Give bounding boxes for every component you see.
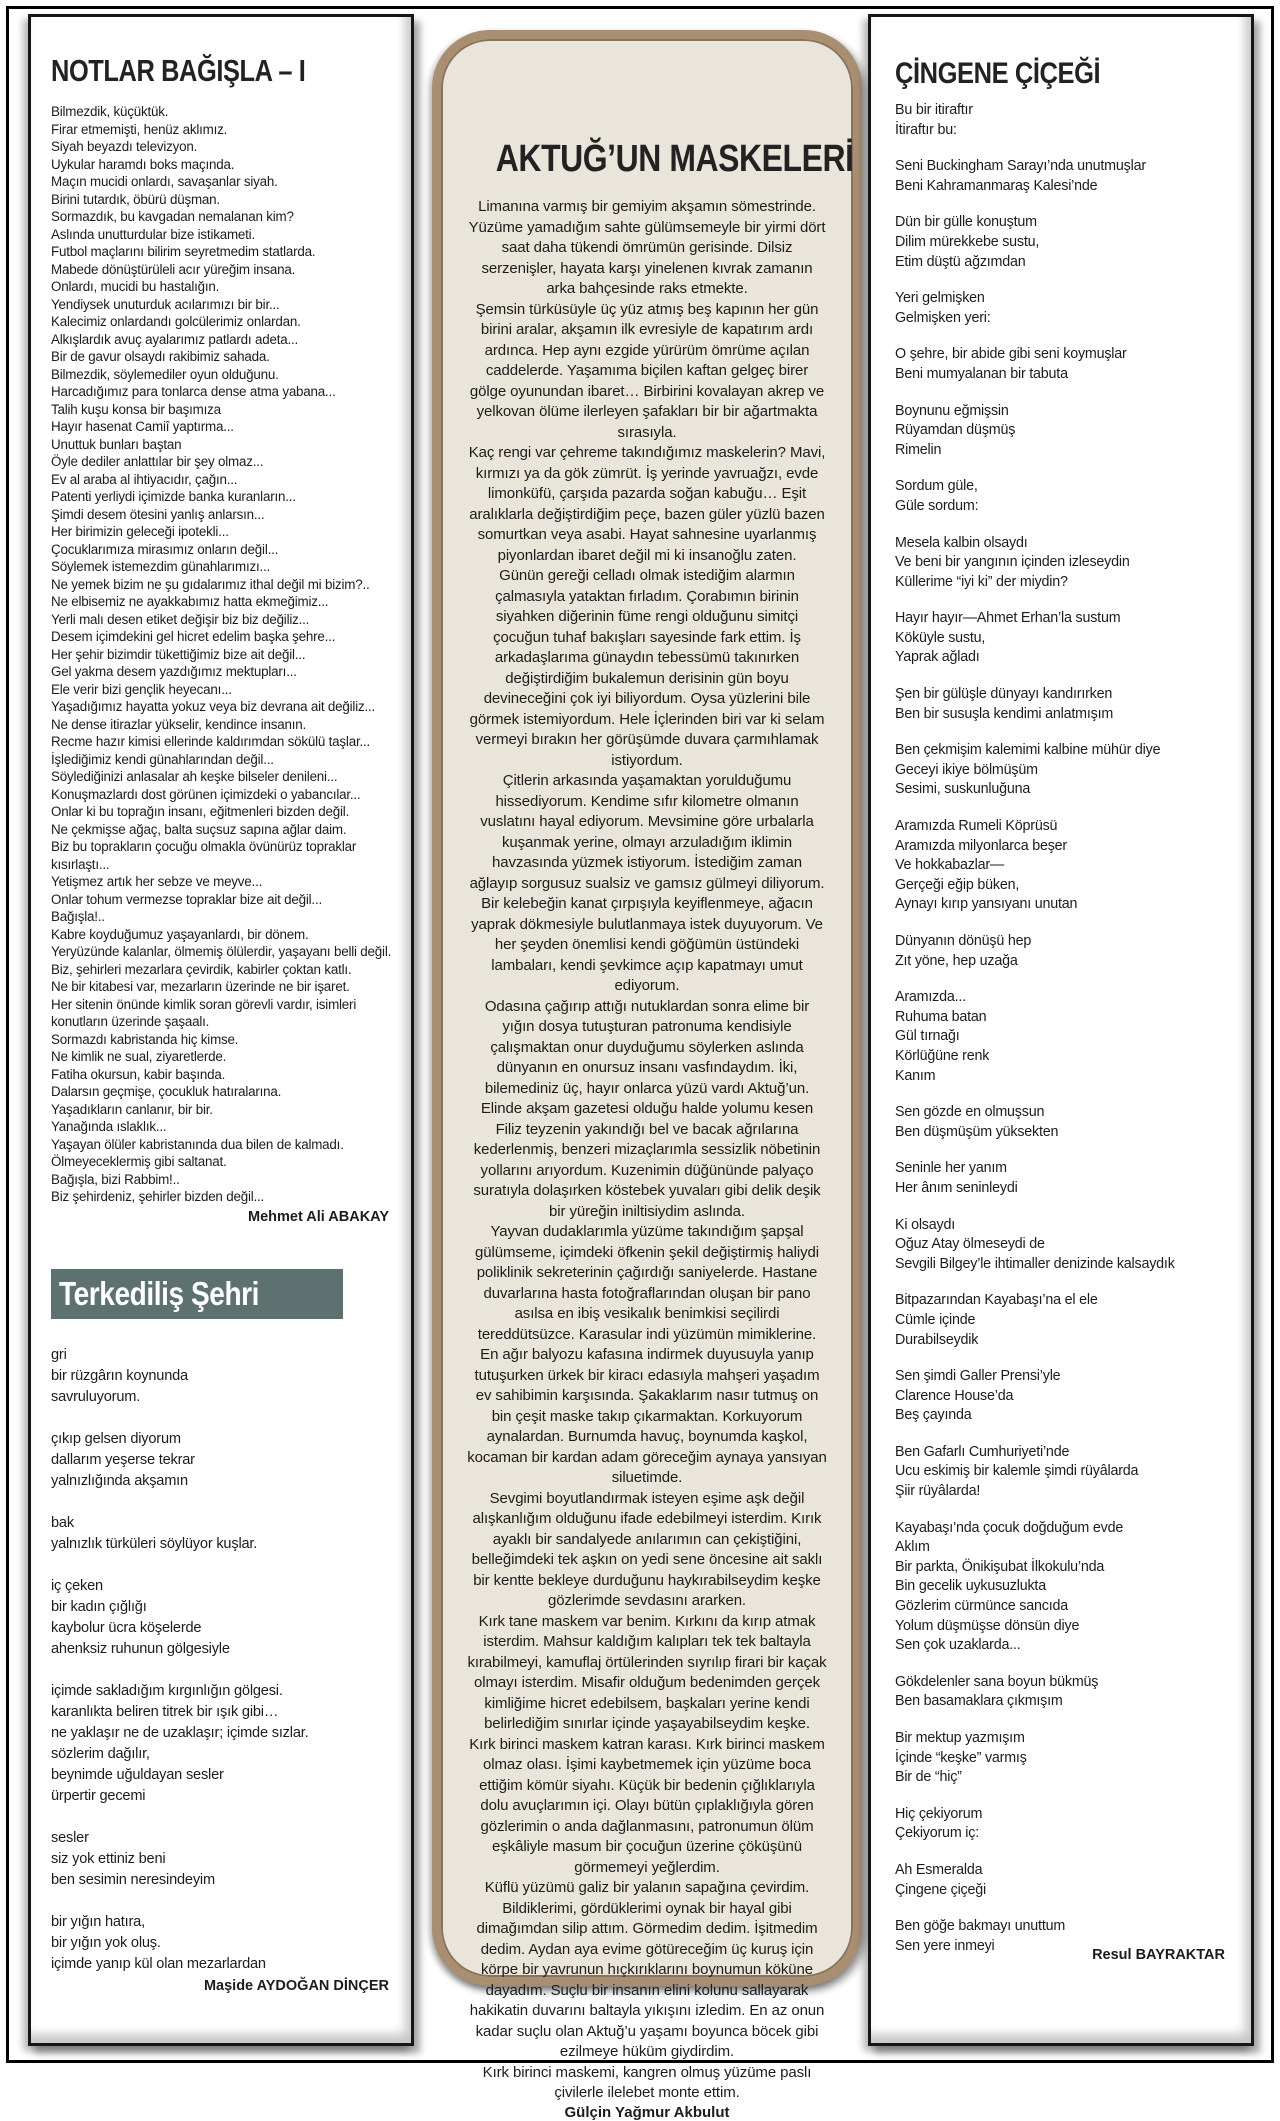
poem-line: Hayır hasenat Camiî yaptırma... <box>51 419 234 434</box>
poem-line: Yolum düşmüşse dönsün diye <box>895 1617 1080 1634</box>
poem-line: Her sitenin önünde kimlik soran görevli vardır, isimleri konutların üzerinde şaşaalı. <box>51 996 357 1029</box>
story-title: AKTUĞ’UN MASKELERİ <box>495 138 854 180</box>
poem-line: ürpertir gecemi <box>51 1787 146 1804</box>
middle-story-panel <box>432 30 862 2121</box>
poem-line: Firar etmemişti, henüz aklımız. <box>51 121 228 137</box>
poem-line: Ben Gafarlı Cumhuriyeti’nde <box>895 1443 1070 1460</box>
poem-line: Ev al araba al ihtiyacıdır, çağın... <box>51 471 238 487</box>
poem-line: Ben basamaklara çıkmışım <box>895 1693 1063 1710</box>
poem-line: Sevgili Bilgey’le ihtimaller denizinde kalsaydık <box>895 1255 1175 1272</box>
poem-line: Mesela kalbin olsaydı <box>895 534 1028 551</box>
poem-line: Her birimizin geleceği ipotekli... <box>51 524 229 539</box>
poem-line: Aramızda... <box>895 989 966 1006</box>
right-poem-author: Resul BAYRAKTAR <box>1092 1947 1225 1963</box>
poem-line: dallarım yeşerse tekrar <box>51 1451 195 1468</box>
poem-line: Kanım <box>895 1067 936 1084</box>
poem-line: Küllerime “iyi ki” der miydin? <box>895 573 1068 590</box>
poem-line: Dilim mürekkebe sustu, <box>895 233 1040 250</box>
poem-line: gri <box>51 1346 67 1363</box>
poem-line: Yeryüzünde kalanlar, ölmemiş ölülerdir, yaşayanı belli değil. <box>51 944 392 959</box>
right-poem-body <box>895 101 1233 1956</box>
stanza-gap <box>895 1142 1233 1159</box>
poem-line: Kayabaşı’nda çocuk doğduğum evde <box>895 1519 1124 1536</box>
stanza-gap <box>895 724 1233 741</box>
paragraph: Kırk tane maskem var benim. Kırkını da kırıp atmak isterdim. Mahsur kaldığım kalıpları tek tek baltayla kırabilmeyi, kamuflaj örtülerinden sıyrılıp firari bir kaçak olmayı isterdim. Misafir olduğum bedenimden gerçek kimliğime hicret edebilsem, başkaları yerine kendi belirlediğim sınırlar içinde yaşayabilseydim keşke. <box>467 1612 827 1732</box>
poem-line: Köküyle sustu, <box>895 629 986 646</box>
right-poem-title: ÇİNGENE ÇİÇEĞİ <box>895 57 1101 90</box>
stanza-gap <box>51 1408 395 1429</box>
poem-line: Gerçeği eğip büken, <box>895 876 1020 893</box>
poem-line: Güle sordum: <box>895 497 979 514</box>
poem-line: Yeri gelmişken <box>895 290 985 307</box>
poem-line: Sen şimdi Galler Prensi’yle <box>895 1368 1061 1385</box>
paragraph: Küflü yüzümü galiz bir yalanın sapağına çevirdim. Bildiklerimi, gördüklerimi oynak bir hayal gibi dimağımdan silip attım. Görmedim dedim. İşitmedim dedim. Aydan aya evime götüreceğim üç kuruş için körpe bir yavrunun hıçkırıklarını boynumun köküne dayadım. Suçlu bir insanın elini kolunu sallayarak hakikatin duvarını baltayla yıkışını izledim. En az onun kadar suçlu olan Aktuğ’u yaşamı boyunca böcek gibi ezilmeye hüküm giydirdim. <box>469 1879 825 2060</box>
poem-line: Gül tırnağı <box>895 1028 960 1045</box>
poem-line: Gözlerim cürmünce sancıda <box>895 1598 1068 1615</box>
poem-line: Beni Kahramanmaraş Kalesi’nde <box>895 177 1098 194</box>
poem-line: ne yaklaşır ne de uzaklaşır; içimde sızlar. <box>51 1724 309 1741</box>
stanza-gap <box>51 1660 395 1681</box>
poem-line: Dalarsın geçmişe, çocukluk hatıralarına. <box>51 1084 282 1099</box>
poem-line: Sen çok uzaklarda... <box>895 1637 1021 1654</box>
poem-line: Gökdelenler sana boyun bükmüş <box>895 1673 1099 1690</box>
poem-line: Unuttuk bunları baştan <box>51 436 182 452</box>
poem-line: Onlar ki bu toprağın insanı, eğitmenleri bizden değil. <box>51 804 350 819</box>
stanza-gap <box>895 1844 1233 1861</box>
poem-line: Yanağında ıslaklık... <box>51 1119 167 1134</box>
poem-line: İşlediğimiz kendi günahlarından değil... <box>51 751 274 767</box>
poem-line: bak <box>51 1514 74 1531</box>
left-poem-title: NOTLAR BAĞIŞLA – I <box>51 53 306 88</box>
poem-line: beynimde uğuldayan sesler <box>51 1766 224 1783</box>
stanza-gap <box>895 272 1233 289</box>
poem-line: Sen yere inmeyi <box>895 1937 995 1954</box>
poem-line: Bir de gavur olsaydı rakibimiz sahada. <box>51 349 270 364</box>
poem-line: Ne kimlik ne sual, ziyaretlerde. <box>51 1049 227 1064</box>
poem-line: Onlardı, mucidi bu hastalığın. <box>51 279 220 294</box>
poem-line: Ele verir bizi gençlik heyecanı... <box>51 681 232 697</box>
poem-line: Mabede dönüştürüleli acır yüreğim insana. <box>51 261 296 277</box>
stanza-gap <box>895 1712 1233 1729</box>
stanza-gap <box>895 1086 1233 1103</box>
poem-line: Boynunu eğmişsin <box>895 402 1009 419</box>
poem-line: Her ânım seninleydi <box>895 1179 1018 1196</box>
second-poem-body <box>51 1345 395 1975</box>
poem-line: Geceyi ikiye bölmüşüm <box>895 761 1038 778</box>
paragraph: Odasına çağırıp attığı nutuklardan sonra elime bir yığın dosya tutuşturan patronuma kendisiyle çalışmaktan onur duyduğumu söylerken aslında dünyanın en onursuz insanı vasfındaydım. İki, bilemediniz üç, hayır onlarca yüzü vardı Aktuğ’un. <box>484 997 810 1097</box>
poem-line: Bin gecelik uykusuzlukta <box>895 1578 1046 1595</box>
poem-line: ahenksiz ruhunun gölgesiyle <box>51 1640 230 1657</box>
poem-line: Seninle her yanım <box>895 1160 1007 1177</box>
poem-line: Ne yemek bizim ne şu gıdalarımız ithal değil mi bizim?.. <box>51 576 370 592</box>
stanza-gap <box>895 460 1233 477</box>
stanza-gap <box>895 971 1233 988</box>
left-poem-author: Mehmet Ali ABAKAY <box>248 1208 389 1225</box>
poem-line: Çekiyorum iç: <box>895 1825 979 1842</box>
poem-line: Bir parkta, Önikişubat İlkokulu’nda <box>895 1558 1105 1575</box>
second-poem-title: Terkediliş Şehri <box>59 1274 260 1312</box>
poem-line: Bir mektup yazmışım <box>895 1730 1025 1746</box>
poem-line: Bu bir itiraftır <box>895 102 973 118</box>
poem-line: Rüyamdan düşmüş <box>895 422 1016 439</box>
stanza-gap <box>51 1807 395 1828</box>
stanza-gap <box>895 1502 1233 1519</box>
poem-line: Beni mumyalanan bir tabuta <box>895 365 1068 382</box>
poem-line: Yaprak ağladı <box>895 649 980 666</box>
stanza-gap <box>895 1656 1233 1673</box>
poem-line: Yaşadığımız hayatta yokuz veya biz devrana ait değiliz... <box>51 699 376 714</box>
poem-line: Ben düşmüşüm yüksekten <box>895 1123 1059 1140</box>
stanza-gap <box>895 1199 1233 1216</box>
stanza-gap <box>895 328 1233 345</box>
poem-line: Patenti yerliydi içimizde banka kuranların... <box>51 489 296 504</box>
poem-line: O şehre, bir abide gibi seni koymuşlar <box>895 346 1127 363</box>
poem-line: Fatiha okursun, kabir başında. <box>51 1066 226 1082</box>
poem-line: Talih kuşu konsa bir başımıza <box>51 401 221 417</box>
poem-line: Ve beni bir yangının içinden izleseydin <box>895 554 1130 571</box>
paragraph: Sevgimi boyutlandırmak isteyen eşime aşk değil alışkanlığım olduğunu ifade edebilmeyi isterdim. Kırık ayaklı bir sandalyede anılarımın can çekiştiğini, belleğimdeki tek aşkın on yedi sene öncesine ait saklı bir kentte bekleye durduğunu haykırabilseydim keşke gözlerimde sevdasını ararken. <box>471 1489 823 1609</box>
poem-line: karanlıkta beliren titrek bir ışık gibi… <box>51 1703 279 1720</box>
poem-line: Birini tutardık, öbürü düşman. <box>51 191 220 207</box>
poem-line: Maçın mucidi onlardı, savaşanlar siyah. <box>51 174 278 189</box>
poem-line: Bilmezdik, söylemediler oyun olduğunu. <box>51 366 279 382</box>
poem-line: Ben göğe bakmayı unuttum <box>895 1918 1066 1935</box>
stanza-gap <box>895 1274 1233 1291</box>
poem-line: Çingene çiçeği <box>895 1881 986 1898</box>
poem-line: sesler <box>51 1829 89 1846</box>
paragraph: Çitlerin arkasında yaşamaktan yorulduğumu hissediyorum. Kendime sıfır kilometre olmanın vuslatını hayal ediyorum. Mevsimine göre urbalarla kuşanmak yerine, olmayı arzuladığım iklimin havzasında yüzmek istiyorum. İstediğim zaman ağlayıp sorgusuz sualsiz ve gamsız gülmeyi diliyorum. Bir kelebeğin kanat çırpışıyla keyiflenmeye, ağacın yaprak dökmesiyle bulutlanmaya istek duyuyorum. Ve her şeyden önemlisi kendi göğümün üstündeki lambaları, kendi şevkimce açıp kapatmayı umut ediyorum. <box>469 772 825 994</box>
poem-line: Körlüğüne renk <box>895 1047 990 1064</box>
poem-line: Kalecimiz onlardandı golcülerimiz onlardan. <box>51 314 301 329</box>
stanza-gap <box>895 385 1233 402</box>
poem-line: bir yığın yok oluş. <box>51 1934 161 1951</box>
poem-line: yalnızlığında akşamın <box>51 1472 188 1489</box>
paragraph: Şemsin türküsüyle üç yüz atmış beş kapının her gün birini aralar, akşamın ilk evresiyle de kapatırım ardı ardınca. Hep aynı ezgide yürürüm ömrüme açılan caddelerde. Yaşamıma biçilen kaftan gelgeç birer gölge oyunundan ibaret… Birbirini kovalayan akrep ve yelkovan ölüme ilerleyen şafakları bir bir ağartmakta sırasıyla. <box>469 300 825 441</box>
poem-line: Ruhuma batan <box>895 1008 987 1025</box>
poem-line: bir kadın çığlığı <box>51 1598 147 1615</box>
poem-line: içimde yanıp kül olan mezarlardan <box>51 1955 266 1972</box>
poem-line: Bitpazarından Kayabaşı’na el ele <box>895 1292 1098 1309</box>
paragraph: Limanına varmış bir gemiyim akşamın sömestrinde. Yüzüme yamadığım sahte gülümsemeyle bir yirmi dört saat daha tükendi ömrümün gerisinde. Dilsiz serzenişler, hayata karşı yinelenen kıvrak zamanın arka bahçesinde raks etmekte. <box>468 198 826 297</box>
poem-line: Şen bir gülüşle dünyayı kandırırken <box>895 686 1113 703</box>
poem-line: Bağışla!.. <box>51 909 105 924</box>
poem-line: Gel yakma desem yazdığımız mektupları... <box>51 664 297 679</box>
poem-line: Söylemek istemezdim günahlarımızı... <box>51 559 271 574</box>
poem-line: Siyah beyazdı televizyon. <box>51 139 198 154</box>
left-column-card <box>28 14 414 2046</box>
poem-line: bir rüzgârın koynunda <box>51 1367 188 1384</box>
poem-line: Desem içimdekini gel hicret edelim başka şehre... <box>51 629 336 644</box>
poem-line: Onlar tohum vermezse topraklar bize ait değil... <box>51 891 322 907</box>
paragraph: Elinde akşam gazetesi olduğu halde yolumu kesen Filiz teyzenin yakındığı bel ve bacak ağrılarına kederlenmiş, benzeri mizaçlarımla sessizlik nöbetinin yollarını arıyordum. Kuzenimin düğününde palyaço suratıyla dolaşırken köstebek yuvaları gibi delik deşik bir yüreğin iniltisiydim aslında. <box>473 1100 821 1220</box>
poem-line: Aramızda Rumeli Köprüsü <box>895 818 1058 835</box>
poem-line: Sen gözde en olmuşsun <box>895 1104 1045 1121</box>
poem-line: Ne bir kitabesi var, mezarların üzerinde ne bir işaret. <box>51 979 350 994</box>
stanza-gap <box>51 1492 395 1513</box>
poem-line: Harcadığımız para tonlarca dense atma yabana... <box>51 384 336 399</box>
poem-line: bir yığın hatıra, <box>51 1913 145 1930</box>
poem-line: Biz şehirdeniz, şehirler bizden değil... <box>51 1189 265 1204</box>
poem-line: Ah Esmeralda <box>895 1861 983 1878</box>
poem-line: Aramızda milyonlarca beşer <box>895 837 1067 854</box>
poem-line: Ucu eskimiş bir kalemle şimdi rüyâlarda <box>895 1463 1139 1480</box>
stanza-gap <box>51 1891 395 1912</box>
poem-line: Sordum güle, <box>895 478 978 495</box>
poem-line: Yendiysek unuturduk acılarımızı bir bir... <box>51 296 280 312</box>
stanza-gap <box>895 800 1233 817</box>
poem-line: içimde sakladığım kırgınlığın gölgesi. <box>51 1682 283 1699</box>
poem-line: Öyle dediler anlattılar bir şey olmaz... <box>51 454 264 469</box>
second-poem-title-bar <box>51 1269 343 1319</box>
paragraph: Yayvan dudaklarımla yüzüme takındığım şapşal gülümseme, içimdeki öfkenin şekil değiştirmiş haliydi poliklinik sekreterinin çağırdığı saniyelerde. Hastane duvarlarına hasta fotoğraflarından oluşan bir pano asılsa en ibiş vesikalık benimkisi seçilirdi tereddütsüzce. Karasular indi yüzümün mimiklerine. <box>475 1223 819 1343</box>
poem-line: Ki olsaydı <box>895 1216 955 1233</box>
stanza-gap <box>895 592 1233 609</box>
poem-line: Sormazdı kabristanda hiç kimse. <box>51 1031 239 1047</box>
poem-line: Hiç çekiyorum <box>895 1805 983 1822</box>
poem-line: Yerli malı desen etiket değişir biz biz değiliz... <box>51 611 310 627</box>
poem-line: Beş çayında <box>895 1407 972 1424</box>
poem-line: Şimdi desem ötesini yanlış anlarsın... <box>51 506 265 522</box>
paragraph: En ağır balyozu kafasına indirmek duyusuyla yanıp tutuşurken ürkek bir kiracı edasıyla mahşeri yaşadım ev sahibimin karşısında. Şakaklarım nasır tutmuş on bin çeşit maske takıp çıkarmaktan. Korkuyorum aynalardan. Burnumda havuç, boynumda kaşkol, kocaman bir kardan adam göreceğim aynaya yansıyan siluetimde. <box>467 1346 827 1486</box>
poem-line: Ben çekmişim kalemimi kalbine mühür diye <box>895 742 1161 759</box>
poem-line: Durabilseydik <box>895 1331 979 1348</box>
poem-line: çıkıp gelsen diyorum <box>51 1430 181 1447</box>
poem-line: Kabre koyduğumuz yaşayanlardı, bir dönem. <box>51 926 309 942</box>
poem-line: Konuşmazlardı dost görünen içimizdeki o yabancılar... <box>51 786 361 802</box>
poem-line: Rimelin <box>895 441 942 458</box>
poem-line: Aklım <box>895 1539 930 1556</box>
stanza-gap <box>51 1555 395 1576</box>
stanza-gap <box>895 140 1233 157</box>
stanza-gap <box>895 1350 1233 1367</box>
left-poem-body <box>51 103 395 1206</box>
poem-line: sözlerim dağılır, <box>51 1745 150 1762</box>
paragraph: Günün gereği celladı olmak istediğim alarmın çalmasıyla yataktan fırladım. Çorabımın birinin siyahken diğerinin füme rengi olduğunu simitçi çocuğun tuhaf bakışları sayesinde fark ettim. İş arkadaşlarıma günaydın tebessümü takınırken değiştirdiğim bukalemun derisinin gün boyu devineceğini çok iyi biliyordum. Oysa yüzlerini bile görmek istemiyordum. Hele İçlerinden biri var ki selam vermeyi bırakın her görüşümde duvara çarmıhlamak istiyordum. <box>469 567 825 769</box>
stanza-gap <box>895 668 1233 685</box>
stanza-gap <box>895 196 1233 213</box>
poem-line: Bir de “hiç” <box>895 1769 962 1786</box>
poem-line: Hayır hayır—Ahmet Erhan’la sustum <box>895 610 1121 627</box>
poem-line: Ne dense itirazlar yükselir, kendince insanın. <box>51 716 307 732</box>
poem-line: Zıt yöne, hep uzağa <box>895 952 1018 969</box>
poem-line: Yaşadıkların canlanır, bir bir. <box>51 1101 213 1117</box>
paragraph: Kaç rengi var çehreme takındığımız maskelerin? Mavi, kırmızı ya da gök zümrüt. İş yerinde yavruağzı, evde limonküfü, çarşıda pazarda soğan kabuğu… Eşit aralıklarla değiştirdiğim peçe, bazen güler yüzlü bazen somurtkan veya asabi. Hayat sahnesine uyarlanmış piyonlardan ibaret değil mi ki insanoğlu zaten. <box>468 444 826 564</box>
poem-line: Yaşayan ölüler kabristanında dua bilen de kalmadı. <box>51 1136 344 1152</box>
poem-line: Dünyanın dönüşü hep <box>895 933 1032 949</box>
poem-line: ben sesimin neresindeyim <box>51 1871 215 1888</box>
poem-line: siz yok ettiniz beni <box>51 1850 166 1867</box>
poem-line: Ben bir susuşla kendimi anlatmışım <box>895 705 1114 722</box>
poem-line: İtiraftır bu: <box>895 121 957 138</box>
paragraph: Kırk birinci maskem katran karası. Kırk birinci maskem olmaz olası. İşimi kaybetmemek için yüzüme boca ettiğim kömür siyahı. Küçük bir bedenin çığlıklarıyla dolu avuçlarımın içi. Olayı bütün çıplaklığıyla gören gözlerimin o anda dağlanmasını, patronumun ölüm eşkâliyle masum bir çocuğun üzerine çöküşünü görmemeyi yeğlerdim. <box>469 1735 825 1876</box>
poem-line: Oğuz Atay ölmeseydi de <box>895 1236 1045 1253</box>
poem-line: Söylediğinizi anlasalar ah keşke bilseler denileni... <box>51 769 338 784</box>
paragraph: Kırk birinci maskemi, kangren olmuş yüzüme paslı çivilerle ilelebet monte ettim. <box>482 2063 812 2101</box>
poem-line: Clarence House’da <box>895 1387 1014 1404</box>
poem-line: Ve hokkabazlar— <box>895 857 1005 874</box>
stanza-gap <box>895 1900 1233 1917</box>
poem-line: Futbol maçlarını bilirim seyretmedim statlarda. <box>51 244 316 259</box>
poem-line: Ölmeyeceklermiş gibi saltanat. <box>51 1154 227 1169</box>
right-column-card <box>868 14 1254 2046</box>
poem-line: Sesimi, suskunluğuna <box>895 781 1031 798</box>
poem-line: İçinde “keşke” varmış <box>895 1749 1027 1766</box>
second-poem-author: Maşide AYDOĞAN DİNÇER <box>203 1977 389 1994</box>
stanza-gap <box>895 915 1233 932</box>
poem-line: Seni Buckingham Sarayı’nda unutmuşlar <box>895 158 1146 175</box>
poem-line: Ne elbisemiz ne ayakkabımız hatta ekmeğimiz... <box>51 594 329 609</box>
poem-line: Etim düştü ağzımdan <box>895 253 1026 270</box>
poem-line: Sormazdık, bu kavgadan nemalanan kim? <box>51 209 294 224</box>
poem-line: kaybolur ücra köşelerde <box>51 1619 202 1636</box>
poem-line: Çocuklarımıza mirasımız onların değil... <box>51 541 279 557</box>
stanza-gap <box>895 517 1233 534</box>
poem-line: Cümle içinde <box>895 1311 976 1328</box>
poem-line: Alkışlardık avuç ayalarımız patlardı adeta... <box>51 331 299 347</box>
story-author: Gülçin Yağmur Akbulut <box>564 2103 730 2121</box>
poem-line: Yetişmez artık her sebze ve meyve... <box>51 874 263 889</box>
poem-line: iç çeken <box>51 1577 103 1594</box>
poem-line: Her şehir bizimdir tükettiğimiz bize ait değil... <box>51 646 306 662</box>
poem-line: Recme hazır kimisi ellerinde kaldırımdan sökülü taşlar... <box>51 734 371 749</box>
poem-line: savruluyorum. <box>51 1388 141 1405</box>
poem-line: Biz, şehirleri mezarlara çevirdik, kabirler çoktan katlı. <box>51 961 352 977</box>
poem-line: Şiir rüyâlarda! <box>895 1483 981 1500</box>
stanza-gap <box>895 1788 1233 1805</box>
poem-line: Biz bu toprakların çocuğu olmakla övünürüz topraklar kısırlaştı... <box>51 839 357 872</box>
poem-line: Ne çekmişse ağaç, balta suçsuz sapına ağlar daim. <box>51 821 347 837</box>
poem-line: Bağışla, bizi Rabbim!.. <box>51 1171 180 1187</box>
poem-line: Gelmişken yeri: <box>895 309 991 326</box>
poem-line: Uykular haramdı boks maçında. <box>51 156 235 172</box>
poem-line: yalnızlık türküleri söylüyor kuşlar. <box>51 1535 258 1552</box>
story-body <box>467 197 827 2104</box>
stanza-gap <box>895 1426 1233 1443</box>
poem-line: Aynayı kırıp yansıyanı unutan <box>895 896 1078 913</box>
poem-line: Dün bir gülle konuştum <box>895 214 1037 231</box>
poem-line: Bilmezdik, küçüktük. <box>51 104 169 119</box>
poem-line: Aslında unutturdular bize istikameti. <box>51 226 255 242</box>
